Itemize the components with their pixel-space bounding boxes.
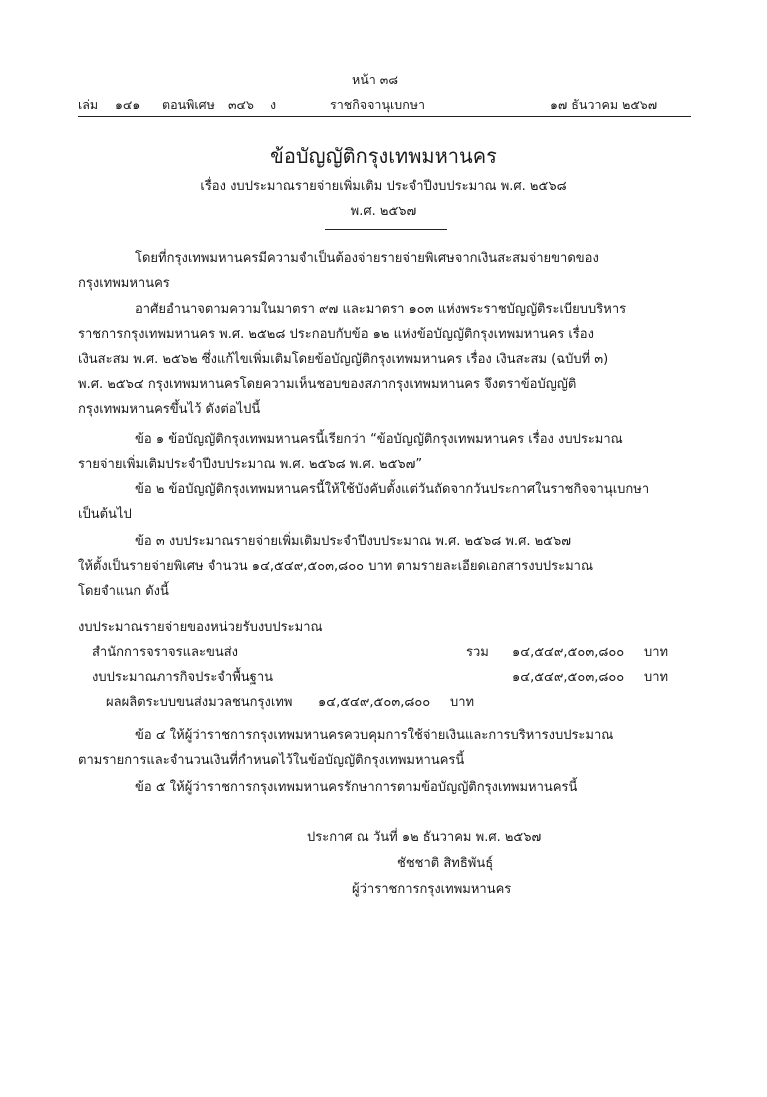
clause-3-line: ให้ตั้งเป็นรายจ่ายพิเศษ จำนวน ๑๔,๕๔๙,๕๐๓,๘๐๐ บาท ตามรายละเอียดเอกสารงบประมาณ [78, 559, 593, 574]
document-year: พ.ศ. ๒๕๖๗ [350, 204, 417, 219]
signer-name: ชัชชาติ สิทธิพันธุ์ [397, 856, 494, 871]
volume-label: เล่ม [78, 97, 99, 112]
announcement-date: ประกาศ ณ วันที่ ๑๒ ธันวาคม พ.ศ. ๒๕๖๗ [307, 830, 542, 845]
clause-1-line: ข้อ ๑ ข้อบัญญัติกรุงเทพมหานครนี้เรียกว่า “ข้อบัญญัติกรุงเทพมหานคร เรื่อง งบประมาณ [135, 432, 623, 447]
signer-position: ผู้ว่าราชการกรุงเทพมหานคร [352, 882, 512, 897]
budget-heading: งบประมาณรายจ่ายของหน่วยรับงบประมาณ [78, 620, 323, 635]
clause-4-line: ตามรายการและจำนวนเงินที่กำหนดไว้ในข้อบัญญัติกรุงเทพมหานครนี้ [78, 753, 465, 768]
budget-row-unit: บาท [450, 695, 475, 710]
volume-number: ๑๔๑ [115, 97, 141, 112]
budget-row-unit: บาท [644, 670, 669, 685]
authority-line: กรุงเทพมหานครขึ้นไว้ ดังต่อไปนี้ [78, 402, 261, 417]
section-letter: ง [270, 97, 277, 112]
budget-row-label: ผลผลิตระบบขนส่งมวลชนกรุงเทพ [106, 695, 293, 710]
section-label: ตอนพิเศษ [162, 97, 215, 112]
clause-1-line: รายจ่ายเพิ่มเติมประจำปีงบประมาณ พ.ศ. ๒๕๖๘ พ.ศ. ๒๕๖๗” [78, 457, 423, 472]
clause-4-line: ข้อ ๔ ให้ผู้ว่าราชการกรุงเทพมหานครควบคุมการใช้จ่ายเงินและการบริหารงบประมาณ [135, 728, 614, 743]
preamble-line: กรุงเทพมหานคร [78, 276, 170, 291]
section-number: ๓๔๖ [228, 97, 254, 112]
title-underline [325, 229, 447, 230]
gazette-date: ๑๗ ธันวาคม ๒๕๖๗ [550, 97, 658, 112]
clause-5-line: ข้อ ๕ ให้ผู้ว่าราชการกรุงเทพมหานครรักษาการตามข้อบัญญัติกรุงเทพมหานครนี้ [135, 780, 578, 795]
budget-row-amount: ๑๔,๕๔๙,๕๐๓,๘๐๐ [512, 670, 625, 685]
authority-line: พ.ศ. ๒๕๖๔ กรุงเทพมหานครโดยความเห็นชอบของสภากรุงเทพมหานคร จึงตราข้อบัญญัติ [78, 377, 577, 392]
budget-row-label: สำนักการจราจรและขนส่ง [92, 645, 239, 660]
document-title: ข้อบัญญัติกรุงเทพมหานคร [270, 144, 497, 168]
budget-row-amount: ๑๔,๕๔๙,๕๐๓,๘๐๐ [318, 695, 431, 710]
clause-2-line: ข้อ ๒ ข้อบัญญัติกรุงเทพมหานครนี้ให้ใช้บังคับตั้งแต่วันถัดจากวันประกาศในราชกิจจานุเบกษา [135, 482, 650, 497]
document-subject: เรื่อง งบประมาณรายจ่ายเพิ่มเติม ประจำปีงบประมาณ พ.ศ. ๒๕๖๘ [200, 179, 567, 194]
clause-3-line: โดยจำแนก ดังนี้ [78, 584, 169, 599]
budget-row-amount: ๑๔,๕๔๙,๕๐๓,๘๐๐ [512, 645, 625, 660]
clause-2-line: เป็นต้นไป [78, 507, 132, 522]
authority-line: เงินสะสม พ.ศ. ๒๕๖๒ ซึ่งแก้ไขเพิ่มเติมโดยข้อบัญญัติกรุงเทพมหานคร เรื่อง เงินสะสม (ฉบับที่ ๓) [78, 352, 609, 367]
clause-3-line: ข้อ ๓ งบประมาณรายจ่ายเพิ่มเติมประจำปีงบประมาณ พ.ศ. ๒๕๖๘ พ.ศ. ๒๕๖๗ [135, 534, 572, 549]
authority-line: อาศัยอำนาจตามความในมาตรา ๙๗ และมาตรา ๑๐๓ แห่งพระราชบัญญัติระเบียบบริหาร [135, 302, 627, 317]
budget-row-unit: บาท [644, 645, 669, 660]
authority-line: ราชการกรุงเทพมหานคร พ.ศ. ๒๕๒๘ ประกอบกับข้อ ๑๒ แห่งข้อบัญญัติกรุงเทพมหานคร เรื่อง [78, 327, 594, 342]
preamble-line: โดยที่กรุงเทพมหานครมีความจำเป็นต้องจ่ายรายจ่ายพิเศษจากเงินสะสมจ่ายขาดของ [135, 251, 599, 266]
budget-total-label: รวม [466, 645, 489, 660]
header-rule [78, 116, 691, 117]
gazette-name: ราชกิจจานุเบกษา [330, 97, 426, 112]
budget-row-label: งบประมาณภารกิจประจำพื้นฐาน [92, 670, 274, 685]
page-number: หน้า ๓๘ [352, 72, 398, 87]
